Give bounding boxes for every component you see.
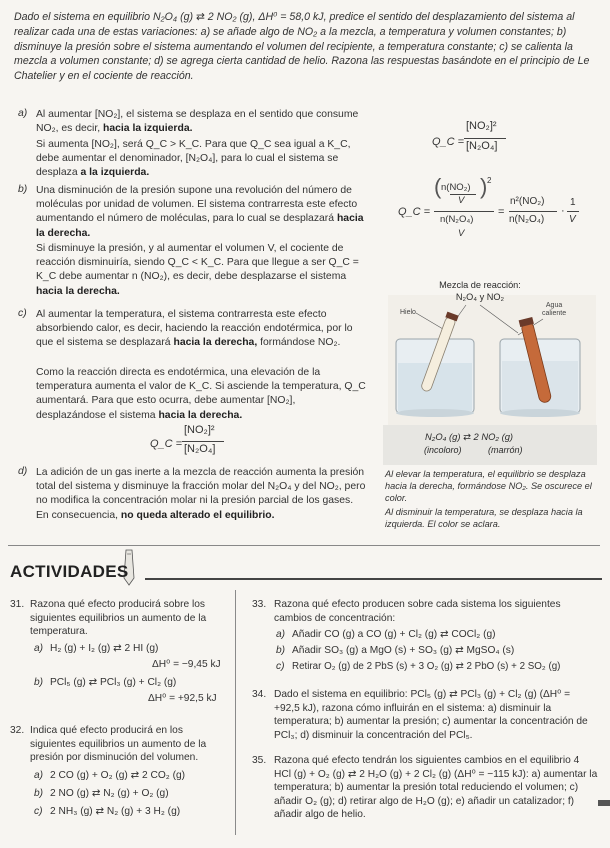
- solution-c-p1: [36, 308, 366, 351]
- formula-qc-2-one: 1: [570, 197, 576, 208]
- formula-qc-3-den: [N₂O₄]: [184, 443, 216, 455]
- exercise-33-c-text: Retirar O₂ (g) de 2 PbS (s) + 3 O₂ (g) ⇄ 2 PbO (s) + 2 SO₂ (g): [292, 661, 561, 672]
- exercise-31-b-label: b): [34, 677, 44, 688]
- figure-hot-water-label-1: Agua: [545, 302, 563, 309]
- page-edge-mark: [598, 800, 610, 806]
- formula-qc-3-num: [NO₂]²: [184, 424, 215, 436]
- exercise-33-text: Razona qué efecto producen sobre cada sistema los siguientes cambios de concentración:: [274, 599, 561, 624]
- formula-qc-1-lhs: Q_C =: [432, 136, 465, 148]
- solution-c-p1-post: formándose NO₂.: [257, 337, 341, 349]
- figure-caption-2: Al disminuir la temperatura, se desplaza hacia la izquierda. El color se aclara.: [385, 507, 583, 529]
- formula-qc-2-lhs: Q_C =: [398, 206, 431, 218]
- solution-a-p1-bold: hacia la izquierda.: [102, 123, 193, 135]
- section-separator: [8, 545, 600, 546]
- solution-c-p2-bold: hacia la derecha.: [158, 409, 243, 421]
- exercise-32-b-label: b): [34, 788, 44, 799]
- exercise-33-a-label: a): [276, 629, 286, 640]
- solution-a-p1-text: Al aumentar [NO₂], el sistema se desplaza en el sentido que consume NO₂, es decir,: [36, 109, 359, 135]
- ice-pointer-line: [416, 313, 443, 329]
- exercise-32-c-equation: 2 NH₃ (g) ⇄ N₂ (g) + 3 H₂ (g): [50, 806, 181, 817]
- formula-qc-2-dot: ·: [561, 205, 565, 217]
- figure-reaction: N₂O₄ (g) ⇄ 2 NO₂ (g): [425, 431, 514, 442]
- solution-d-p1-text: La adición de un gas inerte a la mezcla de reacción aumenta la presión total del sistema y disminuye la fracción molar del N₂O₄ y del NO₂, pero no modifica la concentración molar ni la presión parcial de los gases. En consecuencia,: [36, 467, 366, 521]
- exercise-32-text: Indica qué efecto producirá en los siguientes equilibrios un aumento de la presión por disminución del volumen.: [30, 725, 207, 764]
- formula-qc-3-lhs: Q_C =: [150, 438, 183, 450]
- exercise-33-number: 33.: [252, 599, 267, 610]
- solution-a-p2-bold: a la izquierda.: [80, 167, 150, 179]
- figure-hot-water-label-2: caliente: [542, 310, 567, 317]
- solution-a-p2: [36, 138, 366, 181]
- exercise-35-text: Razona qué efecto tendrán los siguientes cambios en el equilibrio 4 HCl (g) + O₂ (g) ⇄ 2 H₂O (g) + 2 Cl₂ (g) (ΔH⁰ = −115 kJ): a) aumentar la temperatura; b) aumentar la presión total reduciendo el volumen; c) añadir O₂ (g); d) retirar algo de H₂O (g); e) añadir un catalizador; f) añadir algo de helio.: [274, 755, 598, 821]
- exercise-33-a-text: Añadir CO (g) a CO (g) + Cl₂ (g) ⇄ COCl₂ (g): [292, 629, 496, 640]
- exercise-33-c-label: c): [276, 661, 285, 672]
- solution-b-p2-bold: hacia la derecha.: [36, 285, 120, 297]
- solution-d-p1-bold: no queda alterado el equilibrio.: [120, 509, 275, 521]
- solution-a-p1: [36, 108, 366, 136]
- exercise-32-number: 32.: [10, 725, 25, 736]
- solution-a-label: a): [18, 108, 28, 119]
- column-divider: [235, 590, 236, 835]
- exercise-31-b-enthalpy: ΔH⁰ = +92,5 kJ: [148, 693, 217, 704]
- problem-statement: Dado el sistema en equilibrio N₂O₄ (g) ⇄ 2 NO₂ (g), ΔH⁰ = 58,0 kJ, predice el sentido del desplazamiento del sistema al realizar cada una de estas variaciones: a) se añade algo de NO₂ a la mezcla, a temperatura y volumen constantes; b) disminuye la presión sobre el sistema aumentando el volumen del recipiente, a temperatura constante; c) se calienta la mezcla a volumen constante; d) se agrega cierta cantidad de helio. Razona las respuestas basándote en el principio de Le Chatelier y en el cociente de reacción.: [14, 11, 590, 83]
- formula-qc-2: Q_C = ( n(NO₂) V ) 2 n(N₂O₄) V = n²(NO₂) n(N₂O₄) · 1 V: [398, 178, 598, 248]
- exercise-31-a-enthalpy: ΔH⁰ = −9,45 kJ: [152, 659, 221, 670]
- left-beaker-base: [396, 409, 474, 417]
- title-pointer-right: [480, 305, 518, 333]
- solution-c-label: c): [18, 308, 27, 319]
- right-beaker-base: [500, 409, 580, 417]
- formula-qc-1-num: [NO₂]²: [466, 120, 497, 132]
- activities-title: ACTIVIDADES: [10, 562, 129, 581]
- exercise-34-number: 34.: [252, 689, 267, 700]
- exercise-32-a-label: a): [34, 770, 44, 781]
- exercise-31-a-equation: H₂ (g) + I₂ (g) ⇄ 2 HI (g): [50, 643, 159, 654]
- solution-b-label: b): [18, 184, 28, 195]
- solution-b-p1-text: Una disminución de la presión supone una revolución del número de moléculas por unidad de volumen. El sistema contrarresta este efecto aumentando el número de moléculas, para lo cual se desplazará: [36, 185, 358, 225]
- solution-c-p2: [36, 366, 366, 423]
- formula-qc-2-v: V: [569, 214, 576, 225]
- exercise-31-a-label: a): [34, 643, 44, 654]
- formula-qc-2-num-inner: n(NO₂): [441, 182, 471, 193]
- solution-c-p2-text: Como la reacción directa es endotérmica, una elevación de la temperatura aumenta el valor de K_C. Si asciende la temperatura, Q_C aumentará. Para que esto ocurra, debe aumentar [NO₂], desplazándose el sistema: [36, 367, 366, 421]
- solution-b-p2-text: Si disminuye la presión, y al aumentar el volumen V, el cociente de reacción disminuiría, siendo Q_C < K_C. Para que llegue a ser Q_C = K_C debe aumentar n (NO₂), es decir, debe desplazarse el sistema: [36, 243, 359, 283]
- figure-title-line1: Mezcla de reacción:: [439, 280, 521, 290]
- figure-title-line2: N₂O₄ y NO₂: [455, 292, 505, 302]
- solution-c-p1-text: Al aumentar la temperatura, el sistema contrarresta este efecto absorbiendo calor, es decir, haciendo la reacción endotérmica, por lo que el sistema se desplazará: [36, 309, 353, 349]
- figure-reaction-colorless: (incoloro): [424, 445, 462, 455]
- formula-qc-2-r-den: n(N₂O₄): [509, 214, 545, 225]
- formula-qc-2-num-v: V: [458, 195, 465, 206]
- exercise-31-b-equation: PCl₅ (g) ⇄ PCl₃ (g) + Cl₂ (g): [50, 677, 177, 688]
- exercise-34-text: Dado el sistema en equilibrio: PCl₅ (g) ⇄ PCl₃ (g) + Cl₂ (g) (ΔH⁰ = +92,5 kJ), razona cómo influirán en el sistema: a) disminuir la temperatura; b) aumentar la presión; c) aumentar la concentración de PCl₃; d) disminuir la concentración del PCl₅.: [274, 689, 588, 741]
- solution-b-p1-bold: hacia la derecha.: [36, 213, 364, 239]
- figure-reaction-brown: (marrón): [488, 445, 523, 455]
- solution-d-p1: [36, 466, 366, 523]
- formula-qc-1-den: [N₂O₄]: [466, 140, 498, 152]
- formula-qc-2-r-num: n²(NO₂): [510, 196, 545, 207]
- formula-qc-2-den-inner: n(N₂O₄): [440, 214, 474, 225]
- solution-b-p2: [36, 242, 366, 299]
- beakers-illustration: [388, 295, 596, 425]
- exercise-32-b-equation: 2 NO (g) ⇄ N₂ (g) + O₂ (g): [50, 788, 169, 799]
- formula-qc-2-eq: =: [498, 206, 505, 218]
- figure-ice-label: Hielo: [400, 309, 416, 316]
- exercise-33-b-text: Añadir SO₃ (g) a MgO (s) + SO₃ (g) ⇄ MgSO₄ (s): [292, 645, 515, 656]
- exercise-31-text: Razona qué efecto producirá sobre los siguientes equilibrios un aumento de la temperatura.: [30, 599, 207, 638]
- solution-d-label: d): [18, 466, 28, 477]
- exercise-32-c-label: c): [34, 806, 43, 817]
- solution-a-p2-text: Si aumenta [NO₂], será Q_C > K_C. Para que Q_C sea igual a K_C, debe aumentar el denominador, [N₂O₄], para lo cual el sistema se desplaza: [36, 139, 351, 179]
- exercise-35-number: 35.: [252, 755, 267, 766]
- solution-b-p1: [36, 184, 366, 241]
- exercise-32-a-equation: 2 CO (g) + O₂ (g) ⇄ 2 CO₂ (g): [50, 770, 186, 781]
- activities-title-rule: [145, 578, 602, 580]
- solution-c-p1-bold: hacia la derecha,: [173, 337, 258, 349]
- exercise-33-b-label: b): [276, 645, 286, 656]
- formula-qc-2-den-v: V: [458, 228, 465, 239]
- exercise-31-number: 31.: [10, 599, 25, 610]
- figure-caption-1: Al elevar la temperatura, el equilibrio se desplaza hacia la derecha, formándose NO₂. Se oscurece el color.: [385, 469, 592, 503]
